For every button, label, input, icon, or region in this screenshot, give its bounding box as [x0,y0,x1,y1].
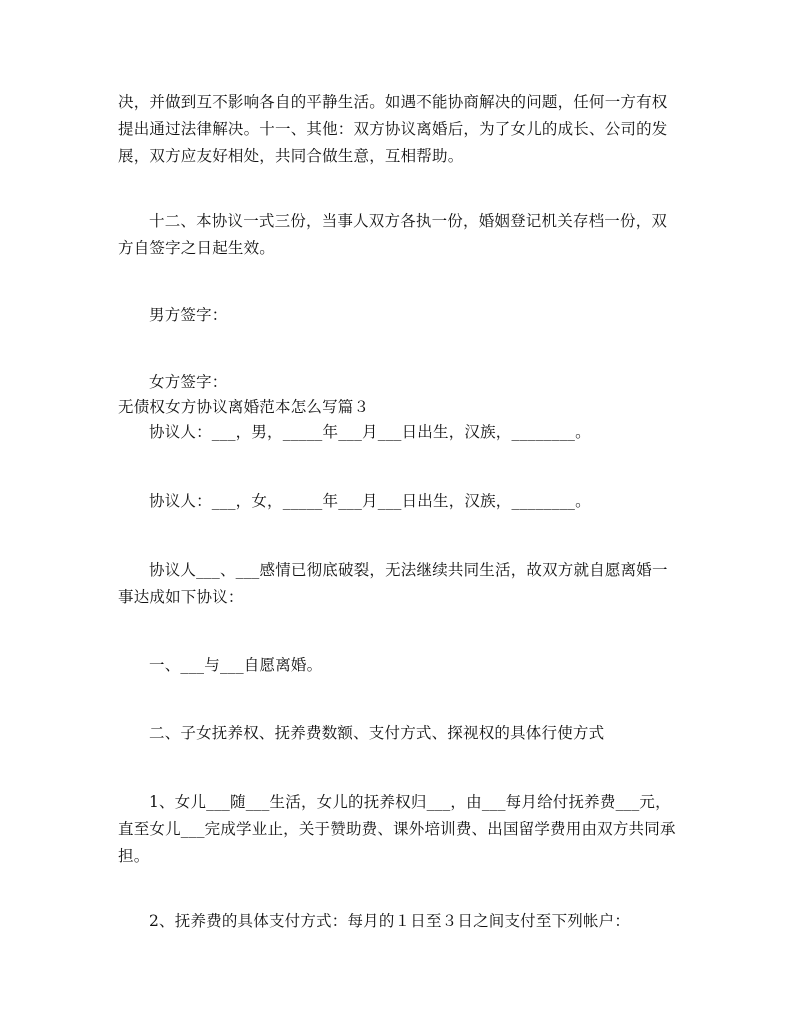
para-twelve-line-1: 十二、本协议一式三份，当事人双方各执一份，婚姻登记机关存档一份，双 [149,212,668,230]
clause-two-1-line-3: 担。 [118,847,150,865]
clause-two-heading: 二、子女抚养权、抚养费数额、支付方式、探视权的具体行使方式 [149,724,605,742]
party-two-line: 协议人：___，女，_____年___月___日出生，汉族，________。 [149,492,591,510]
para-eleven-line-1: 决，并做到互不影响各自的平静生活。如遇不能协商解决的问题，任何一方有权 [118,93,668,111]
preamble-line-2: 事达成如下协议： [118,588,244,606]
party-one-line: 协议人：___，男，_____年___月___日出生，汉族，________。 [149,423,591,441]
female-signature-label: 女方签字： [149,373,228,391]
clause-two-1-line-2: 直至女儿___完成学业止，关于赞助费、课外培训费、出国留学费用由双方共同承 [118,820,676,838]
clause-one: 一、___与___自愿离婚。 [149,656,323,674]
preamble-line-1: 协议人___、___感情已彻底破裂，无法继续共同生活，故双方就自愿离婚一 [149,561,668,579]
para-eleven-line-2: 提出通过法律解决。十一、其他：双方协议离婚后，为了女儿的成长、公司的发 [118,120,668,138]
section-title: 无债权女方协议离婚范本怎么写篇３ [118,398,370,416]
para-eleven-line-3: 展，双方应友好相处，共同合做生意，互相帮助。 [118,147,464,165]
male-signature-label: 男方签字： [149,306,228,324]
clause-two-2-line: 2、抚养费的具体支付方式：每月的１日至３日之间支付至下列帐户： [149,912,631,930]
clause-two-1-line-1: 1、女儿___随___生活，女儿的抚养权归___，由___每月给付抚养费___元， [149,793,671,811]
para-twelve-line-2: 方自签字之日起生效。 [118,239,276,257]
